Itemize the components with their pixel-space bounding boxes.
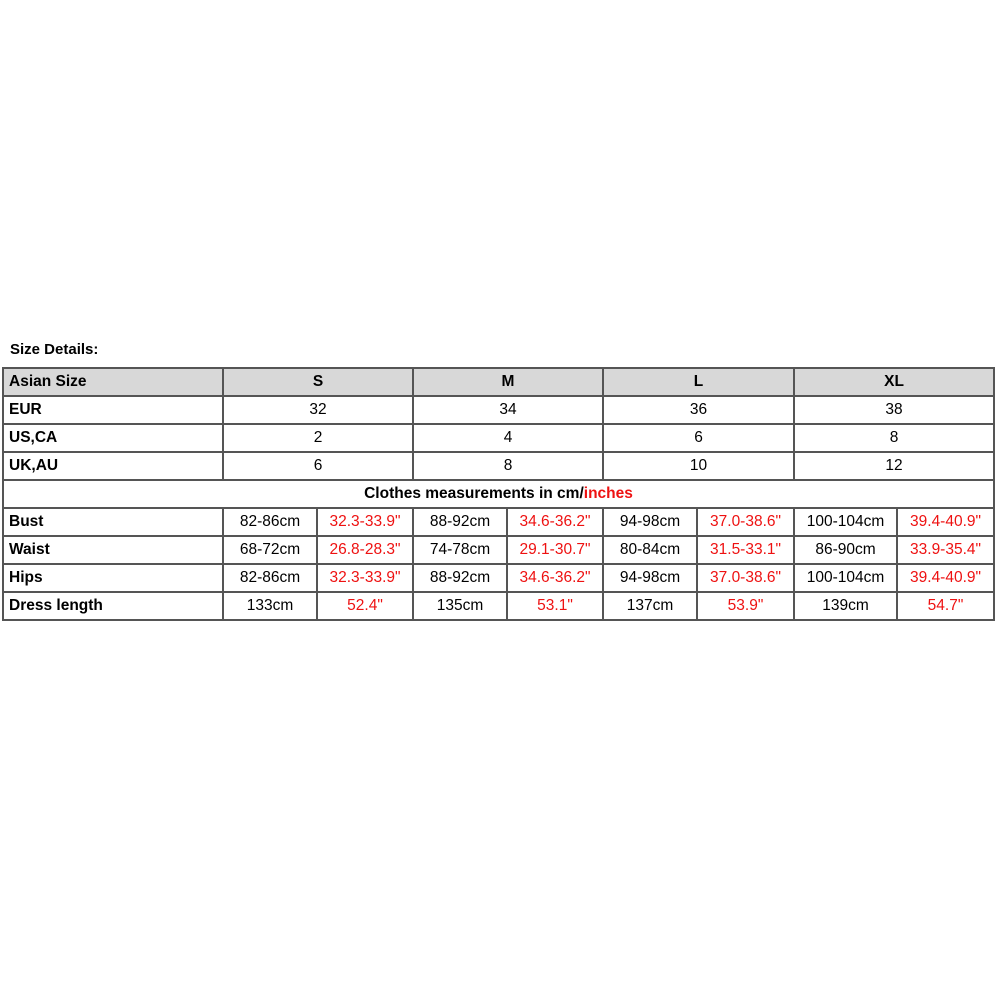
cm-cell: 82-86cm [223,508,317,536]
measurement-row-hips [3,564,994,592]
cm-cell: 135cm [413,592,507,620]
cm-cell: 94-98cm [603,564,697,592]
page-title: Size Details: [10,341,99,358]
inch-cell: 31.5-33.1" [697,536,794,564]
measurement-row-waist [3,536,994,564]
inch-cell: 39.4-40.9" [897,564,994,592]
table-cell: 6 [603,424,794,452]
inch-cell: 52.4" [317,592,413,620]
inch-cell: 33.9-35.4" [897,536,994,564]
size-header: M [413,368,603,396]
row-label: Hips [3,564,223,592]
inch-cell: 37.0-38.6" [697,564,794,592]
inch-cell: 29.1-30.7" [507,536,603,564]
cm-cell: 94-98cm [603,508,697,536]
cm-cell: 100-104cm [794,564,897,592]
cm-cell: 74-78cm [413,536,507,564]
cm-cell: 100-104cm [794,508,897,536]
section-heading-highlight: inches [583,485,633,502]
conversion-row-eur [3,396,994,424]
size-table [2,367,995,621]
table-cell: 36 [603,396,794,424]
cm-cell: 88-92cm [413,564,507,592]
header-row [3,368,994,396]
inch-cell: 53.1" [507,592,603,620]
table-cell: 38 [794,396,994,424]
row-label: UK,AU [3,452,223,480]
inch-cell: 26.8-28.3" [317,536,413,564]
conversion-row-uk-au [3,452,994,480]
cm-cell: 133cm [223,592,317,620]
cm-cell: 86-90cm [794,536,897,564]
conversion-row-us-ca [3,424,994,452]
row-label: Bust [3,508,223,536]
measurement-row-dress-length [3,592,994,620]
section-row [3,480,994,508]
size-header: S [223,368,413,396]
section-heading-text: Clothes measurements in cm/ [364,485,584,502]
size-header: XL [794,368,994,396]
inch-cell: 34.6-36.2" [507,564,603,592]
table-cell: 34 [413,396,603,424]
table-cell: 4 [413,424,603,452]
table-cell: 10 [603,452,794,480]
row-label: Waist [3,536,223,564]
inch-cell: 53.9" [697,592,794,620]
inch-cell: 54.7" [897,592,994,620]
inch-cell: 32.3-33.9" [317,508,413,536]
cm-cell: 68-72cm [223,536,317,564]
row-label: Dress length [3,592,223,620]
measurement-row-bust [3,508,994,536]
row-label: US,CA [3,424,223,452]
row-label: Asian Size [3,368,223,396]
cm-cell: 80-84cm [603,536,697,564]
inch-cell: 34.6-36.2" [507,508,603,536]
inch-cell: 39.4-40.9" [897,508,994,536]
table-cell: 8 [413,452,603,480]
table-cell: 12 [794,452,994,480]
cm-cell: 137cm [603,592,697,620]
size-header: L [603,368,794,396]
table-cell: 32 [223,396,413,424]
section-heading [3,480,994,508]
row-label: EUR [3,396,223,424]
inch-cell: 32.3-33.9" [317,564,413,592]
inch-cell: 37.0-38.6" [697,508,794,536]
cm-cell: 88-92cm [413,508,507,536]
table-cell: 2 [223,424,413,452]
table-cell: 8 [794,424,994,452]
cm-cell: 82-86cm [223,564,317,592]
table-cell: 6 [223,452,413,480]
cm-cell: 139cm [794,592,897,620]
